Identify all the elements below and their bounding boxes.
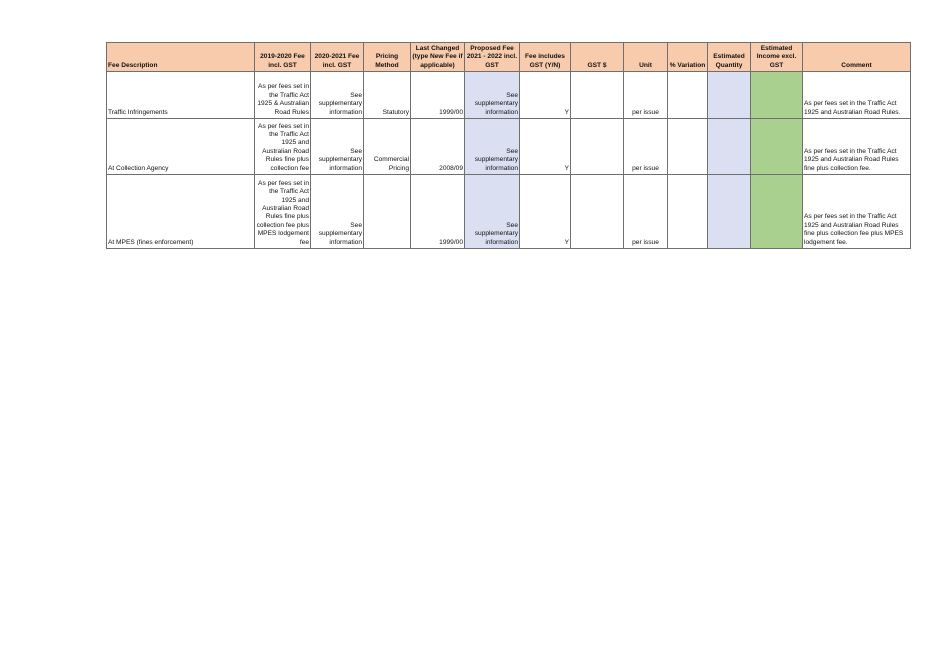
cell-fee-2020-2021: See supplementary information <box>311 175 364 249</box>
cell-fee-2020-2021: See supplementary information <box>311 119 364 175</box>
cell-comment: As per fees set in the Traffic Act 1925 and Australian Road Rules. <box>803 72 911 119</box>
cell-comment: As per fees set in the Traffic Act 1925 and Australian Road Rules fine plus collection fee. <box>803 119 911 175</box>
header-estimated-quantity: Estimated Quantity <box>708 43 751 72</box>
fees-table <box>106 42 911 249</box>
cell-estimated-income <box>751 175 803 249</box>
cell-estimated-income <box>751 119 803 175</box>
cell-comment: As per fees set in the Traffic Act 1925 and Australian Road Rules fine plus collection fee plus MPES lodgement fee. <box>803 175 911 249</box>
header-fee-description: Fee Description <box>107 43 255 72</box>
cell-variation <box>668 175 708 249</box>
cell-last-changed: 2008/09 <box>411 119 465 175</box>
header-pricing-method: Pricing Method <box>364 43 411 72</box>
header-gst: GST $ <box>571 43 624 72</box>
cell-proposed-fee: See supplementary information <box>465 175 520 249</box>
cell-unit: per issue <box>624 72 668 119</box>
cell-fee-includes-gst: Y <box>520 72 571 119</box>
cell-estimated-quantity <box>708 119 751 175</box>
table-row <box>107 119 911 175</box>
cell-fee-2019-2020: As per fees set in the Traffic Act 1925 and Australian Road Rules fine plus collection fee <box>255 119 311 175</box>
header-last-changed: Last Changed (type New Fee if applicable) <box>411 43 465 72</box>
header-comment: Comment <box>803 43 911 72</box>
header-unit: Unit <box>624 43 668 72</box>
header-variation: % Variation <box>668 43 708 72</box>
cell-estimated-quantity <box>708 175 751 249</box>
cell-last-changed: 1999/00 <box>411 72 465 119</box>
cell-fee-includes-gst: Y <box>520 175 571 249</box>
header-proposed-fee: Proposed Fee 2021 - 2022 incl. GST <box>465 43 520 72</box>
cell-fee-2019-2020: As per fees set in the Traffic Act 1925 and Australian Road Rules fine plus collection fee plus MPES lodgement fee <box>255 175 311 249</box>
header-fee-2019-2020: 2019-2020 Fee incl. GST <box>255 43 311 72</box>
cell-gst <box>571 119 624 175</box>
header-row <box>107 43 911 72</box>
cell-gst <box>571 72 624 119</box>
cell-unit: per issue <box>624 175 668 249</box>
table-row <box>107 72 911 119</box>
header-estimated-income: Estimated Income excl. GST <box>751 43 803 72</box>
cell-last-changed: 1999/00 <box>411 175 465 249</box>
cell-fee-description: At MPES (fines enforcement) <box>107 175 255 249</box>
cell-pricing-method: Commercial Pricing <box>364 119 411 175</box>
header-fee-includes-gst: Fee includes GST (Y/N) <box>520 43 571 72</box>
cell-proposed-fee: See supplementary information <box>465 119 520 175</box>
cell-gst <box>571 175 624 249</box>
cell-estimated-quantity <box>708 72 751 119</box>
header-fee-2020-2021: 2020-2021 Fee incl. GST <box>311 43 364 72</box>
cell-estimated-income <box>751 72 803 119</box>
cell-variation <box>668 72 708 119</box>
cell-fee-includes-gst: Y <box>520 119 571 175</box>
cell-unit: per issue <box>624 119 668 175</box>
cell-fee-description: Traffic Infringements <box>107 72 255 119</box>
cell-fee-2020-2021: See supplementary information <box>311 72 364 119</box>
cell-variation <box>668 119 708 175</box>
cell-pricing-method: Statutory <box>364 72 411 119</box>
cell-pricing-method <box>364 175 411 249</box>
cell-proposed-fee: See supplementary information <box>465 72 520 119</box>
cell-fee-description: At Collection Agency <box>107 119 255 175</box>
table-row <box>107 175 911 249</box>
cell-fee-2019-2020: As per fees set in the Traffic Act 1925 & Australian Road Rules <box>255 72 311 119</box>
